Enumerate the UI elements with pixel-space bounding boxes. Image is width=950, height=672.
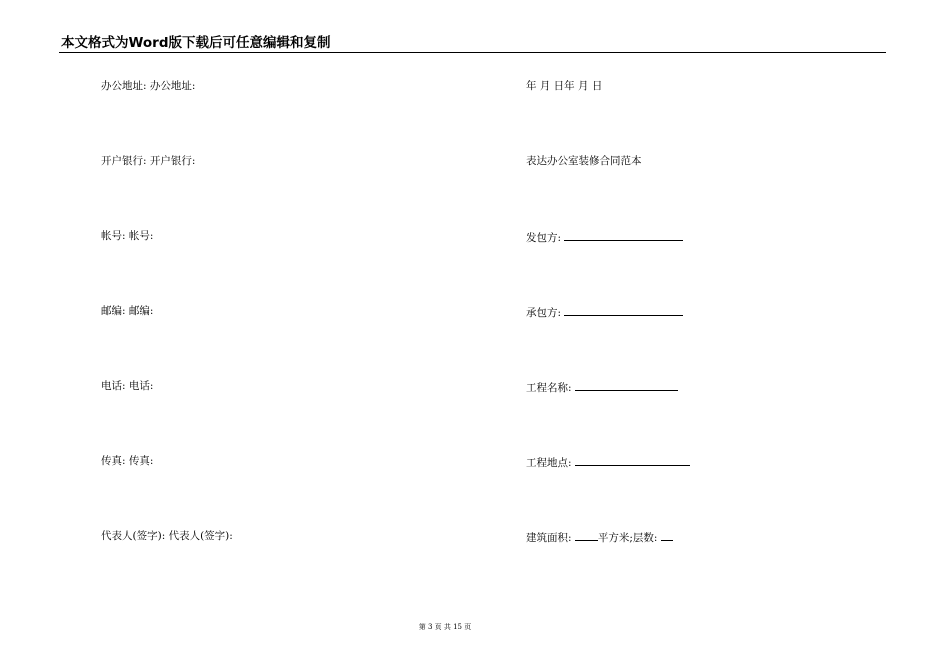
project-location-row [526, 454, 690, 470]
postal-code-label: 邮编: 邮编: [101, 305, 154, 317]
area-unit-floors-label: 平方米;层数: [597, 532, 661, 544]
office-address-label: 办公地址: 办公地址: [101, 80, 196, 92]
project-name-blank[interactable] [575, 379, 678, 391]
account-number-label: 帐号: 帐号: [101, 230, 154, 242]
project-name-label: 工程名称: [526, 382, 575, 394]
building-area-row [526, 529, 673, 545]
party-b-blank[interactable] [564, 304, 683, 316]
party-a-blank[interactable] [564, 229, 683, 241]
project-name-row [526, 379, 678, 395]
bank-label: 开户银行: 开户银行: [101, 155, 196, 167]
contract-title: 表达办公室装修合同范本 [526, 155, 642, 167]
date-line: 年 月 日年 月 日 [526, 80, 603, 92]
phone-label: 电话: 电话: [101, 380, 154, 392]
party-a-label: 发包方: [526, 232, 565, 244]
fax-label: 传真: 传真: [101, 455, 154, 467]
representative-signature-label: 代表人(签字): 代表人(签字): [101, 530, 233, 542]
project-location-blank[interactable] [575, 454, 690, 466]
party-b-row [526, 304, 683, 320]
document-header-title: 本文格式为Word版下载后可任意编辑和复制 [61, 35, 331, 51]
party-b-label: 承包方: [526, 307, 565, 319]
page-number: 第 3 页 共 15 页 [418, 623, 472, 631]
project-location-label: 工程地点: [526, 457, 575, 469]
floors-blank[interactable] [661, 529, 673, 541]
building-area-label: 建筑面积: [526, 532, 575, 544]
building-area-blank[interactable] [575, 529, 598, 541]
header-divider [59, 52, 886, 53]
party-a-row [526, 229, 683, 245]
